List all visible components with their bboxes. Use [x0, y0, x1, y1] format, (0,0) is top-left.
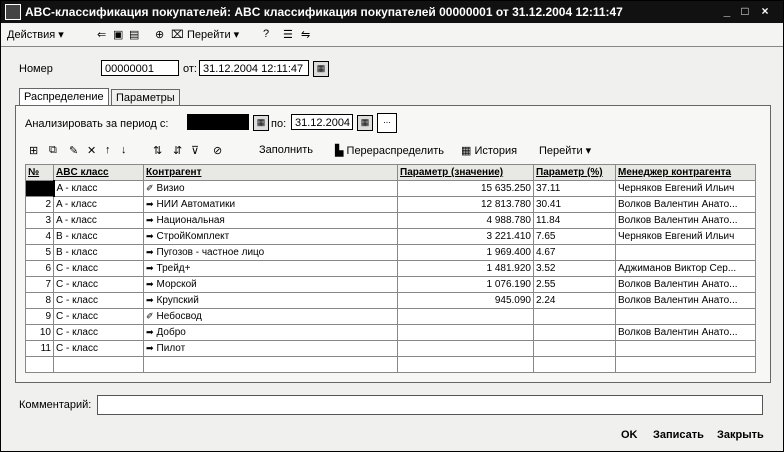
period-select-button[interactable]: ...: [377, 113, 397, 133]
value-cell[interactable]: 1 076.190: [398, 277, 534, 293]
empty-cell[interactable]: [144, 357, 398, 373]
contractor-name: Национальная: [156, 215, 225, 226]
abc-class-cell[interactable]: A - класс: [54, 213, 144, 229]
item-arrow-icon: ➡: [146, 231, 154, 241]
redistribute-icon: ▙: [335, 145, 344, 157]
history-button[interactable]: ▦ История: [461, 145, 518, 157]
column-header-manager[interactable]: Менеджер контрагента: [616, 165, 756, 181]
row-number-cell[interactable]: 1: [26, 181, 54, 197]
comment-label: Комментарий:: [19, 399, 92, 411]
percent-cell[interactable]: 7.65: [534, 229, 616, 245]
value-cell[interactable]: 945.090: [398, 293, 534, 309]
contractor-name: СтройКомплект: [156, 231, 230, 242]
contractor-cell[interactable]: [144, 197, 398, 213]
table-row[interactable]: [26, 261, 756, 277]
calendar-icon[interactable]: ▦: [357, 115, 373, 131]
value-cell[interactable]: 4 988.780: [398, 213, 534, 229]
chevron-down-icon: ▾: [58, 29, 64, 41]
column-header-number[interactable]: №: [26, 165, 54, 181]
contractor-cell[interactable]: [144, 309, 398, 325]
manager-cell[interactable]: Аджиманов Виктор Сер...: [616, 261, 756, 277]
manager-cell[interactable]: [616, 309, 756, 325]
item-arrow-icon: ➡: [146, 295, 154, 305]
back-icon[interactable]: ⇐: [97, 29, 107, 41]
ok-button[interactable]: OK: [621, 429, 638, 441]
contractor-cell[interactable]: [144, 245, 398, 261]
row-number-cell[interactable]: 9: [26, 309, 54, 325]
column-header-percent[interactable]: Параметр (%): [534, 165, 616, 181]
contractor-cell[interactable]: [144, 293, 398, 309]
value-cell[interactable]: 15 635.250: [398, 181, 534, 197]
group-icon: ✐: [146, 183, 154, 193]
manager-cell[interactable]: Волков Валентин Анато...: [616, 325, 756, 341]
abc-class-cell[interactable]: A - класс: [54, 181, 144, 197]
contractor-name: Добро: [156, 327, 186, 338]
number-field[interactable]: 00000001: [101, 60, 179, 76]
filter-off-icon[interactable]: ⊘: [213, 145, 223, 157]
item-arrow-icon: ➡: [146, 199, 154, 209]
comment-field[interactable]: [97, 395, 763, 415]
manager-cell[interactable]: Волков Валентин Анато...: [616, 213, 756, 229]
table-row[interactable]: [26, 293, 756, 309]
abc-class-cell[interactable]: C - класс: [54, 325, 144, 341]
percent-cell[interactable]: 37.11: [534, 181, 616, 197]
table-row[interactable]: [26, 277, 756, 293]
item-arrow-icon: ➡: [146, 263, 154, 273]
empty-cell[interactable]: [54, 357, 144, 373]
copy-row-icon[interactable]: ⧉: [49, 144, 57, 156]
manager-cell[interactable]: Черняков Евгений Ильич: [616, 229, 756, 245]
manager-cell[interactable]: [616, 341, 756, 357]
period-label: Анализировать за период с:: [25, 118, 169, 130]
table-row[interactable]: [26, 229, 756, 245]
number-label: Номер: [19, 63, 53, 75]
maximize-button[interactable]: □: [741, 4, 749, 18]
date-label: от:: [183, 63, 197, 75]
close-button[interactable]: ×: [761, 4, 769, 18]
item-arrow-icon: ➡: [146, 327, 154, 337]
percent-cell[interactable]: [534, 325, 616, 341]
contractor-cell[interactable]: [144, 181, 398, 197]
row-number-cell[interactable]: 11: [26, 341, 54, 357]
distribution-table[interactable]: [25, 164, 756, 373]
list-icon[interactable]: ☰: [283, 29, 293, 41]
contractor-cell[interactable]: [144, 213, 398, 229]
percent-cell[interactable]: 11.84: [534, 213, 616, 229]
contractor-name: Морской: [156, 279, 197, 290]
row-number-cell[interactable]: 2: [26, 197, 54, 213]
abc-class-cell[interactable]: A - класс: [54, 197, 144, 213]
manager-cell[interactable]: Волков Валентин Анато...: [616, 277, 756, 293]
settings-icon[interactable]: ⇋: [301, 29, 311, 41]
value-cell[interactable]: 12 813.780: [398, 197, 534, 213]
contractor-cell[interactable]: [144, 341, 398, 357]
value-cell[interactable]: [398, 309, 534, 325]
title-bar: [1, 1, 783, 23]
row-number-cell[interactable]: 6: [26, 261, 54, 277]
contractor-cell[interactable]: [144, 277, 398, 293]
manager-cell[interactable]: Волков Валентин Анато...: [616, 197, 756, 213]
calendar-icon[interactable]: ▦: [253, 115, 269, 131]
empty-cell[interactable]: [26, 357, 54, 373]
row-number-cell[interactable]: 3: [26, 213, 54, 229]
abc-class-cell[interactable]: B - класс: [54, 229, 144, 245]
post-icon[interactable]: ▤: [129, 29, 140, 41]
add-row-icon[interactable]: ⊞: [29, 145, 39, 157]
row-number-cell[interactable]: 8: [26, 293, 54, 309]
table-row[interactable]: [26, 325, 756, 341]
print-icon[interactable]: ⌧: [171, 29, 184, 41]
contractor-cell[interactable]: [144, 229, 398, 245]
value-cell[interactable]: 1 481.920: [398, 261, 534, 277]
calendar-icon[interactable]: ▦: [313, 61, 329, 77]
abc-class-cell[interactable]: C - класс: [54, 309, 144, 325]
empty-cell[interactable]: [616, 357, 756, 373]
period-to-label: по:: [271, 118, 287, 130]
row-number-cell[interactable]: 5: [26, 245, 54, 261]
empty-cell[interactable]: [398, 357, 534, 373]
sort-asc-icon[interactable]: ⇅: [153, 145, 163, 157]
contractor-name: НИИ Автоматики: [156, 199, 236, 210]
contractor-name: Трейд+: [156, 263, 191, 274]
chevron-down-icon: ▾: [585, 145, 592, 157]
value-cell[interactable]: 3 221.410: [398, 229, 534, 245]
contractor-name: Пилот: [156, 343, 186, 354]
abc-class-cell[interactable]: C - класс: [54, 341, 144, 357]
row-number-cell[interactable]: 7: [26, 277, 54, 293]
new-copy-icon[interactable]: ▣: [113, 29, 124, 41]
table-row[interactable]: [26, 341, 756, 357]
period-to-field[interactable]: 31.12.2004: [291, 114, 353, 130]
item-arrow-icon: ➡: [146, 343, 154, 353]
table-header-row: [26, 165, 756, 181]
contractor-name: Крупский: [156, 295, 199, 306]
manager-cell[interactable]: Волков Валентин Анато...: [616, 293, 756, 309]
value-cell[interactable]: 1 969.400: [398, 245, 534, 261]
percent-cell[interactable]: 2.24: [534, 293, 616, 309]
contractor-name: Визио: [156, 183, 185, 194]
manager-cell[interactable]: [616, 245, 756, 261]
help-icon[interactable]: ?: [263, 28, 270, 40]
period-from-field[interactable]: [187, 114, 249, 130]
row-number-cell[interactable]: 10: [26, 325, 54, 341]
percent-cell[interactable]: 2.55: [534, 277, 616, 293]
abc-class-cell[interactable]: C - класс: [54, 293, 144, 309]
close-form-button[interactable]: Закрыть: [717, 429, 764, 441]
redistribute-button[interactable]: ▙ Перераспределить: [335, 145, 444, 157]
percent-cell[interactable]: 30.41: [534, 197, 616, 213]
table-row[interactable]: [26, 309, 756, 325]
percent-cell[interactable]: 4.67: [534, 245, 616, 261]
tab-distribution[interactable]: Распределение: [19, 88, 109, 107]
fill-button[interactable]: Заполнить: [259, 144, 314, 156]
table-row[interactable]: [26, 181, 756, 197]
save-button[interactable]: Записать: [653, 429, 704, 441]
document-icon: [5, 4, 21, 20]
value-cell[interactable]: [398, 341, 534, 357]
percent-cell[interactable]: [534, 341, 616, 357]
goto-table-menu[interactable]: Перейти ▾: [539, 145, 592, 157]
contractor-cell[interactable]: [144, 325, 398, 341]
value-cell[interactable]: [398, 325, 534, 341]
abc-class-cell[interactable]: B - класс: [54, 245, 144, 261]
table-row[interactable]: [26, 245, 756, 261]
history-icon: ▦: [461, 145, 472, 157]
table-row[interactable]: [26, 357, 756, 373]
table-row[interactable]: [26, 197, 756, 213]
item-arrow-icon: ➡: [146, 215, 154, 225]
column-header-value[interactable]: Параметр (значение): [398, 165, 534, 181]
item-arrow-icon: ➡: [146, 279, 154, 289]
abc-class-cell[interactable]: C - класс: [54, 277, 144, 293]
chevron-down-icon: ▾: [233, 29, 240, 41]
abc-class-cell[interactable]: C - класс: [54, 261, 144, 277]
contractor-name: Небосвод: [156, 311, 202, 322]
move-up-icon[interactable]: ↑: [105, 144, 111, 156]
filter-icon[interactable]: ⊽: [191, 145, 200, 157]
contractor-cell[interactable]: [144, 261, 398, 277]
column-header-abc-class[interactable]: ABC класс: [54, 165, 144, 181]
item-arrow-icon: ➡: [146, 247, 154, 257]
sort-desc-icon[interactable]: ⇵: [173, 145, 183, 157]
window-title: ABC-классификация покупателей: ABC классификация покупателей 00000001 от 31.12.2004 12:11:47: [25, 5, 623, 19]
percent-cell[interactable]: 3.52: [534, 261, 616, 277]
tab-parameters[interactable]: Параметры: [111, 89, 180, 106]
empty-cell[interactable]: [534, 357, 616, 373]
contractor-name: Пугозов - частное лицо: [156, 247, 265, 258]
table-row[interactable]: [26, 213, 756, 229]
actions-menu[interactable]: Действия ▾: [7, 29, 64, 41]
column-header-contractor[interactable]: Контрагент: [144, 165, 398, 181]
row-number-cell[interactable]: 4: [26, 229, 54, 245]
minimize-button[interactable]: _: [723, 4, 731, 18]
delete-row-icon[interactable]: ✕: [87, 145, 97, 157]
percent-cell[interactable]: [534, 309, 616, 325]
date-field[interactable]: 31.12.2004 12:11:47: [199, 60, 309, 76]
goto-menu[interactable]: Перейти ▾: [187, 29, 240, 41]
group-icon: ✐: [146, 311, 154, 321]
manager-cell[interactable]: Черняков Евгений Ильич: [616, 181, 756, 197]
main-toolbar: [1, 24, 783, 47]
structure-icon[interactable]: ⊕: [155, 29, 165, 41]
move-down-icon[interactable]: ↓: [121, 144, 127, 156]
edit-row-icon[interactable]: ✎: [69, 145, 79, 157]
